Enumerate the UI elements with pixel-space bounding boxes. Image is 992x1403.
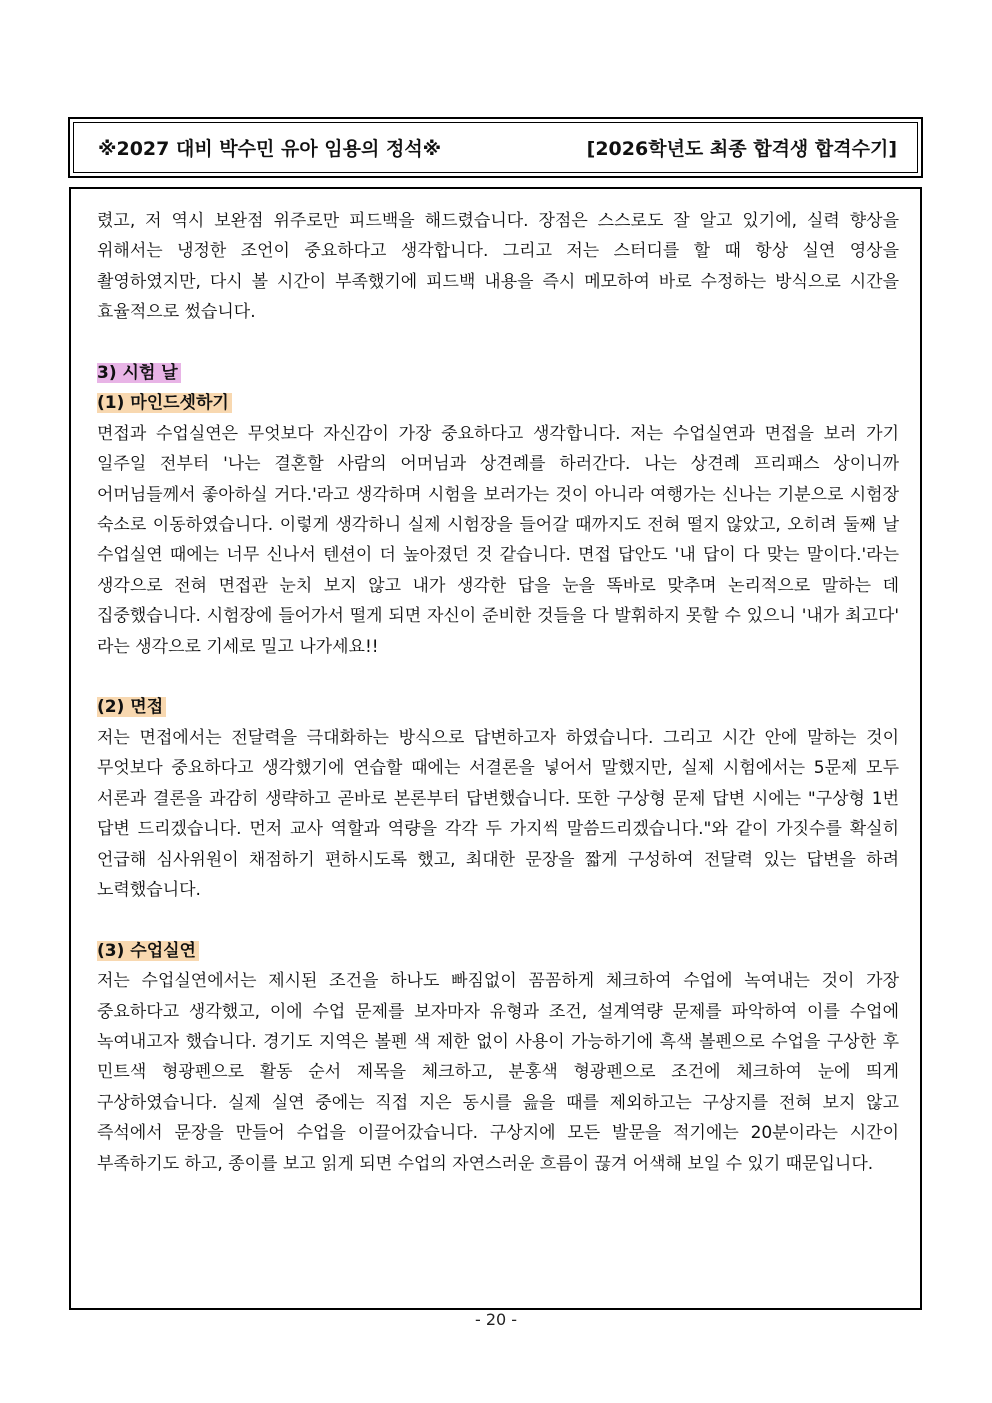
content-frame xyxy=(69,187,922,1310)
header-left-title: ※2027 대비 박수민 유아 임용의 정석※ xyxy=(98,138,442,160)
document-header xyxy=(68,117,923,178)
spacer xyxy=(97,662,899,692)
subsection-heading-mindset xyxy=(97,388,899,418)
subsection-body-mindset: 면접과 수업실연은 무엇보다 자신감이 가장 중요하다고 생각합니다. 저는 수업실연과 면접을 보러 가기 일주일 전부터 '나는 결혼할 사람의 어머님과 상견례를 하러간다. 나는 상견례 프리패스 상이니까 어머님들께서 좋아하실 거다.'라고 생각하며 시험을 보러가는 것이 아니라 여행가는 신나는 기분으로 시험장 숙소로 이동하였습니다. 이렇게 생각하니 실제 시험장을 들어갈 때까지도 전혀 떨지 않았고, 오히려 둘째 날 수업실연 때에는 너무 신나서 텐션이 더 높아졌던 것 같습니다. 면접 답안도 '내 답이 다 맞는 말이다.'라는 생각으로 전혀 면접관 눈치 보지 않고 내가 생각한 답을 눈을 똑바로 맞추며 논리적으로 말하는 데 집중했습니다. 시험장에 들어가서 떨게 되면 자신이 준비한 것들을 다 발휘하지 못할 수 있으니 '내가 최고다' 라는 생각으로 기세로 밀고 나가세요!! xyxy=(97,423,899,657)
content-body xyxy=(97,206,899,1179)
section-heading xyxy=(97,358,899,388)
header-right-title: [2026학년도 최종 합격생 합격수기] xyxy=(586,138,897,160)
document-header-inner xyxy=(73,122,918,173)
subsection-heading-interview xyxy=(97,692,899,722)
subsection-heading-text: (3) 수업실연 xyxy=(97,941,199,961)
subsection-heading-text: (2) 면접 xyxy=(97,697,166,717)
page-number: - 20 - xyxy=(474,1310,518,1329)
subsection-heading-demo-lesson xyxy=(97,936,899,966)
subsection-body-demo-lesson: 저는 수업실연에서는 제시된 조건을 하나도 빠짐없이 꼼꼼하게 체크하여 수업에 녹여내는 것이 가장 중요하다고 생각했고, 이에 수업 문제를 보자마자 유형과 조건, 설계역량 문제를 파악하여 이를 수업에 녹여내고자 했습니다. 경기도 지역은 볼펜 색 제한 없이 사용이 가능하기에 흑색 볼펜으로 수업을 구상한 후 민트색 형광펜으로 활동 순서 제목을 체크하고, 분홍색 형광펜으로 조건에 체크하여 눈에 띄게 구상하였습니다. 실제 실연 중에는 직접 지은 동시를 읊을 때를 제외하고는 구상지를 전혀 보지 않고 즉석에서 문장을 만들어 수업을 이끌어갔습니다. 구상지에 모든 발문을 적기에는 20분이라는 시간이 부족하기도 하고, 종이를 보고 읽게 되면 수업의 자연스러운 흐름이 끊겨 어색해 보일 수 있기 때문입니다. xyxy=(97,971,899,1174)
intro-paragraph: 렸고, 저 역시 보완점 위주로만 피드백을 해드렸습니다. 장점은 스스로도 잘 알고 있기에, 실력 향상을 위해서는 냉정한 조언이 중요하다고 생각합니다. 그리고 저는 스터디를 할 때 항상 실연 영상을 촬영하였지만, 다시 볼 시간이 부족했기에 피드백 내용을 즉시 메모하여 바로 수정하는 방식으로 시간을 효율적으로 썼습니다. xyxy=(97,211,899,323)
subsection-body-interview: 저는 면접에서는 전달력을 극대화하는 방식으로 답변하고자 하였습니다. 그리고 시간 안에 말하는 것이 무엇보다 중요하다고 생각했기에 연습할 때에는 서결론을 넣어서 말했지만, 실제 시험에서는 5문제 모두 서론과 결론을 과감히 생략하고 곧바로 본론부터 답변했습니다. 또한 구상형 문제 답변 시에는 "구상형 1번 답변 드리겠습니다. 먼저 교사 역할과 역량을 각각 두 가지씩 말씀드리겠습니다."와 같이 가짓수를 확실히 언급해 심사위원이 채점하기 편하시도록 했고, 최대한 문장을 짧게 구성하여 전달력 있는 답변을 하려 노력했습니다. xyxy=(97,727,899,900)
subsection-heading-text: (1) 마인드셋하기 xyxy=(97,393,232,413)
section-heading-text: 3) 시험 날 xyxy=(97,363,181,383)
spacer xyxy=(97,328,899,358)
spacer xyxy=(97,905,899,935)
